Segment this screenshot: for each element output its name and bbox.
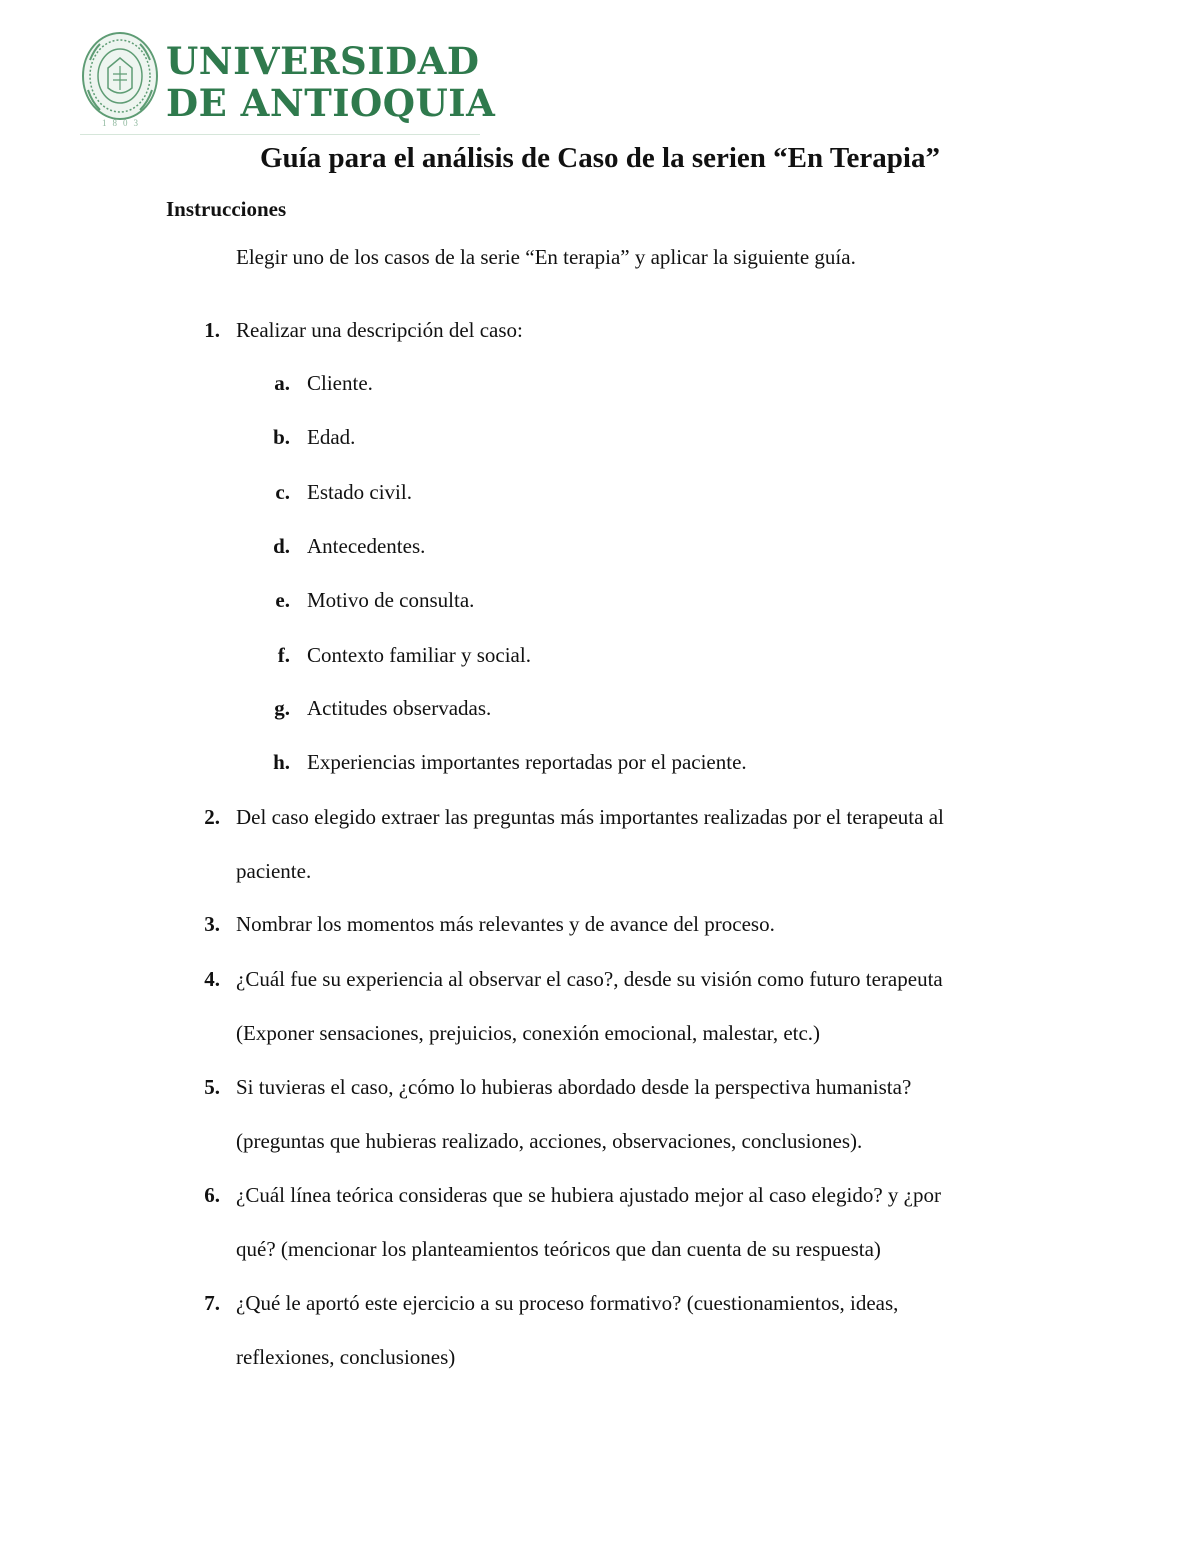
sublist-text: Edad. — [307, 425, 356, 449]
list-number: 7. — [204, 1291, 220, 1315]
list-text-continuation: paciente. — [236, 859, 312, 883]
list-text: ¿Cuál fue su experiencia al observar el caso?, desde su visión como futuro terapeuta — [236, 967, 943, 991]
sublist-text: Estado civil. — [307, 480, 412, 504]
section-heading: Instrucciones — [166, 197, 287, 221]
seal-year: 1803 — [102, 118, 144, 128]
sublist-text: Motivo de consulta. — [307, 588, 475, 612]
university-logo — [80, 30, 496, 136]
sublist-letter: a. — [274, 371, 290, 395]
university-name — [166, 40, 495, 124]
list-number: 4. — [204, 967, 220, 991]
logo-divider — [80, 134, 480, 135]
list-text-continuation: (preguntas que hubieras realizado, acciones, observaciones, conclusiones). — [236, 1129, 863, 1153]
document-title: Guía para el análisis de Caso de la serien “En Terapia” — [260, 142, 940, 174]
sublist-letter: b. — [273, 425, 290, 449]
university-name-line2: DE ANTIOQUIA — [166, 81, 496, 125]
list-text: Realizar una descripción del caso: — [236, 318, 523, 342]
sublist-letter: d. — [273, 534, 290, 558]
sublist-letter: g. — [274, 696, 290, 720]
list-text: Nombrar los momentos más relevantes y de avance del proceso. — [236, 912, 775, 936]
sublist-letter: h. — [273, 750, 290, 774]
list-text: Si tuvieras el caso, ¿cómo lo hubieras abordado desde la perspectiva humanista? — [236, 1075, 912, 1099]
sublist-text: Actitudes observadas. — [307, 696, 492, 720]
list-number: 3. — [204, 912, 220, 936]
intro-paragraph: Elegir uno de los casos de la serie “En terapia” y aplicar la siguiente guía. — [236, 245, 856, 269]
university-seal-icon — [80, 30, 160, 126]
list-number: 1. — [204, 318, 220, 342]
list-number: 2. — [204, 805, 220, 829]
sublist-letter: e. — [275, 588, 290, 612]
sublist-text: Antecedentes. — [307, 534, 426, 558]
sublist-letter: c. — [275, 480, 290, 504]
sublist-text: Cliente. — [307, 371, 373, 395]
list-number: 6. — [204, 1183, 220, 1207]
sublist-text: Experiencias importantes reportadas por el paciente. — [307, 750, 747, 774]
list-text: Del caso elegido extraer las preguntas más importantes realizadas por el terapeuta al — [236, 805, 944, 829]
list-text-continuation: qué? (mencionar los planteamientos teóricos que dan cuenta de su respuesta) — [236, 1237, 881, 1261]
list-number: 5. — [204, 1075, 220, 1099]
list-text: ¿Cuál línea teórica consideras que se hubiera ajustado mejor al caso elegido? y ¿por — [236, 1183, 941, 1207]
list-text-continuation: reflexiones, conclusiones) — [236, 1345, 456, 1369]
sublist-text: Contexto familiar y social. — [307, 643, 531, 667]
list-text: ¿Qué le aportó este ejercicio a su proceso formativo? (cuestionamientos, ideas, — [236, 1291, 899, 1315]
university-name-line1: UNIVERSIDAD — [166, 39, 480, 83]
list-text-continuation: (Exponer sensaciones, prejuicios, conexión emocional, malestar, etc.) — [236, 1021, 821, 1045]
sublist-letter: f. — [277, 643, 290, 667]
